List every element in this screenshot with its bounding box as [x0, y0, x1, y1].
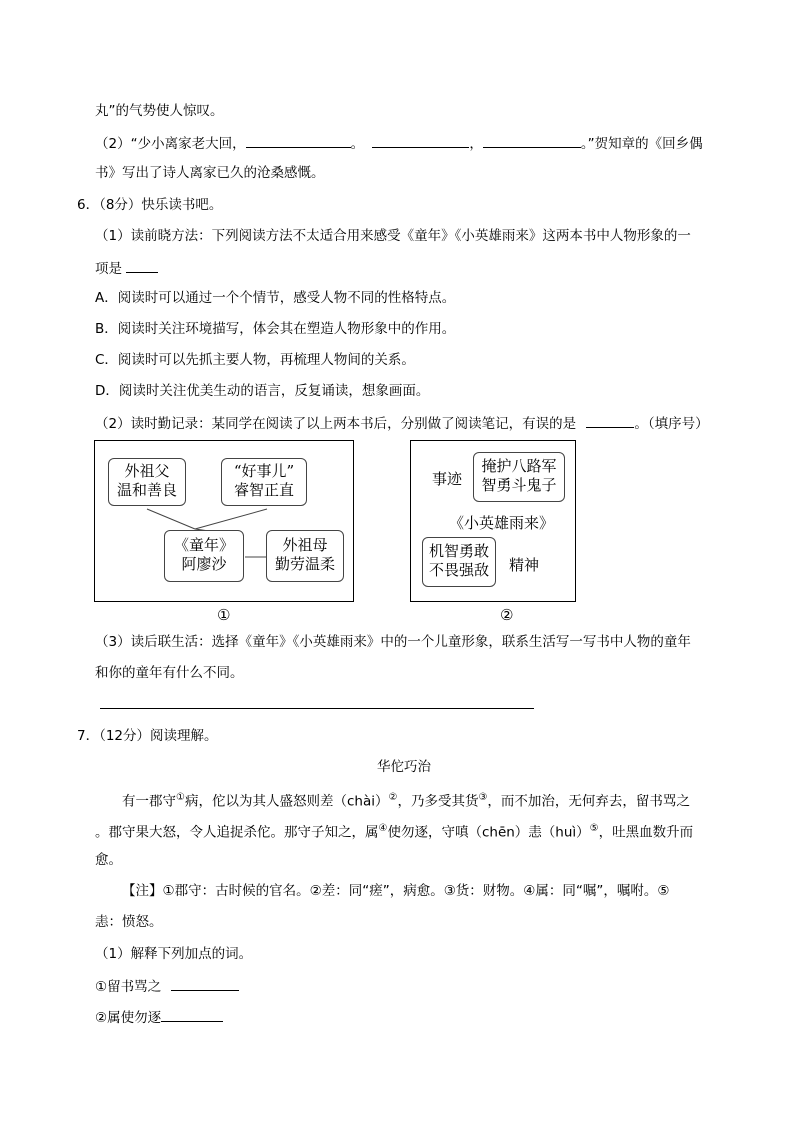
text-segment: 病，佗以为其人盛怒则差（chài）	[184, 793, 389, 810]
poem-fill-line	[95, 133, 703, 153]
passage-line	[122, 789, 690, 811]
text-segment: ，	[469, 136, 483, 152]
text-segment: 。（填序号）	[634, 416, 709, 432]
answer-blank[interactable]	[161, 1007, 223, 1022]
passage-line: 愈。	[95, 852, 122, 868]
diagram-2-label: ②	[500, 606, 514, 624]
answer-blank[interactable]	[586, 413, 634, 428]
node-text: 《童年》	[173, 536, 234, 554]
option-c: C．阅读时可以先抓主要人物，再梳理人物间的关系。	[95, 352, 415, 368]
text-segment: （2）读时勤记录：某同学在阅读了以上两本书后，分别做了阅读笔记，有误的是	[95, 416, 577, 432]
node-text: 机智勇敢	[428, 542, 489, 560]
question-heading: 6．（8分）快乐读书吧。	[77, 197, 223, 213]
node-text: “好事儿”	[233, 462, 295, 480]
notes-line: 【注】①郡守：古时候的官名。②差：同“瘥”，病愈。③货：财物。④属：同“嘱”，嘱咐。⑤	[122, 883, 670, 899]
node-good-business	[221, 458, 307, 506]
footnote-mark: ④	[378, 823, 388, 834]
text-line: （1）读前晓方法：下列阅读方法不太适合用来感受《童年》《小英雄雨来》这两本书中人物形象的一	[95, 228, 691, 244]
reading-note-diagram-1	[94, 440, 354, 602]
text-segment: 。”贺知章的《回乡偶	[580, 136, 703, 152]
text-segment: ，而不加治，无何弃去，留书骂之	[487, 793, 690, 810]
text-line: 书》写出了诗人离家已久的沧桑感慨。	[95, 165, 325, 181]
text-segment: ①留书骂之	[95, 979, 162, 995]
node-text: 外祖父	[124, 462, 170, 480]
node-text: 不畏强敌	[428, 561, 489, 579]
text-line: 和你的童年有什么不同。	[95, 665, 244, 681]
text-segment: 项是	[95, 261, 122, 277]
reading-note-diagram-2	[410, 440, 576, 602]
node-text: 勤劳温柔	[274, 555, 335, 573]
answer-blank[interactable]	[126, 258, 158, 273]
text-line	[95, 258, 158, 278]
text-segment: 。	[350, 136, 365, 152]
answer-blank[interactable]	[483, 133, 581, 148]
answer-blank[interactable]	[171, 976, 239, 991]
text-line: （3）读后联生活：选择《童年》《小英雄雨来》中的一个儿童形象，联系生活写一写书中人物的童年	[95, 634, 691, 650]
option-a: A．阅读时可以通过一个个情节，感受人物不同的性格特点。	[95, 290, 456, 306]
sub-question: （1）解释下列加点的词。	[95, 946, 253, 962]
passage-line	[95, 820, 693, 842]
node-deeds	[473, 452, 565, 502]
node-grandmother	[266, 530, 344, 582]
text-segment: （2）“少小离家老大回，	[95, 136, 246, 152]
text-segment: ②属使勿逐	[95, 1010, 162, 1026]
text-segment: 有一郡守	[122, 793, 176, 810]
node-text: 睿智正直	[233, 481, 294, 499]
notes-line: 恚：愤怒。	[95, 914, 163, 930]
node-text: 阿廖沙	[181, 555, 227, 573]
option-d: D．阅读时关注优美生动的语言，反复诵读，想象画面。	[95, 383, 430, 399]
text-segment: 。郡守果大怒，令人追捉杀佗。那守子知之，属	[95, 824, 379, 841]
spirit-label: 精神	[509, 556, 540, 574]
footnote-mark: ②	[388, 792, 398, 803]
question-heading: 7．（12分）阅读理解。	[77, 728, 218, 744]
node-grandfather	[108, 458, 186, 506]
text-line	[95, 413, 709, 433]
text-segment: 使勿逐，守嗔（chēn）恚（huì）	[387, 824, 590, 841]
option-b: B．阅读时关注环境描写，体会其在塑造人物形象中的作用。	[95, 321, 456, 337]
text-segment: ，乃多受其货	[397, 793, 479, 810]
answer-line[interactable]	[100, 708, 534, 709]
node-text: 智勇斗鬼子	[481, 476, 557, 494]
footnote-mark: ③	[478, 792, 488, 803]
answer-blank[interactable]	[372, 133, 469, 148]
answer-blank[interactable]	[246, 133, 351, 148]
footnote-mark: ⑤	[589, 823, 599, 834]
node-text: 掩护八路军	[481, 457, 557, 475]
diagram-1-label: ①	[217, 606, 231, 624]
footnote-mark: ①	[176, 792, 185, 803]
node-spirit	[422, 537, 496, 587]
passage-title: 华佗巧治	[377, 759, 431, 775]
text-line: 丸”的气势使人惊叹。	[95, 103, 224, 119]
book-title: 《小英雄雨来》	[449, 514, 555, 532]
text-segment: ，吐黑血数升而	[598, 824, 694, 841]
node-text: 外祖母	[282, 536, 328, 554]
word-item	[95, 1007, 223, 1027]
word-item	[95, 976, 239, 996]
deed-label: 事迹	[432, 470, 463, 488]
node-childhood-book	[164, 530, 244, 582]
node-text: 温和善良	[116, 481, 177, 499]
